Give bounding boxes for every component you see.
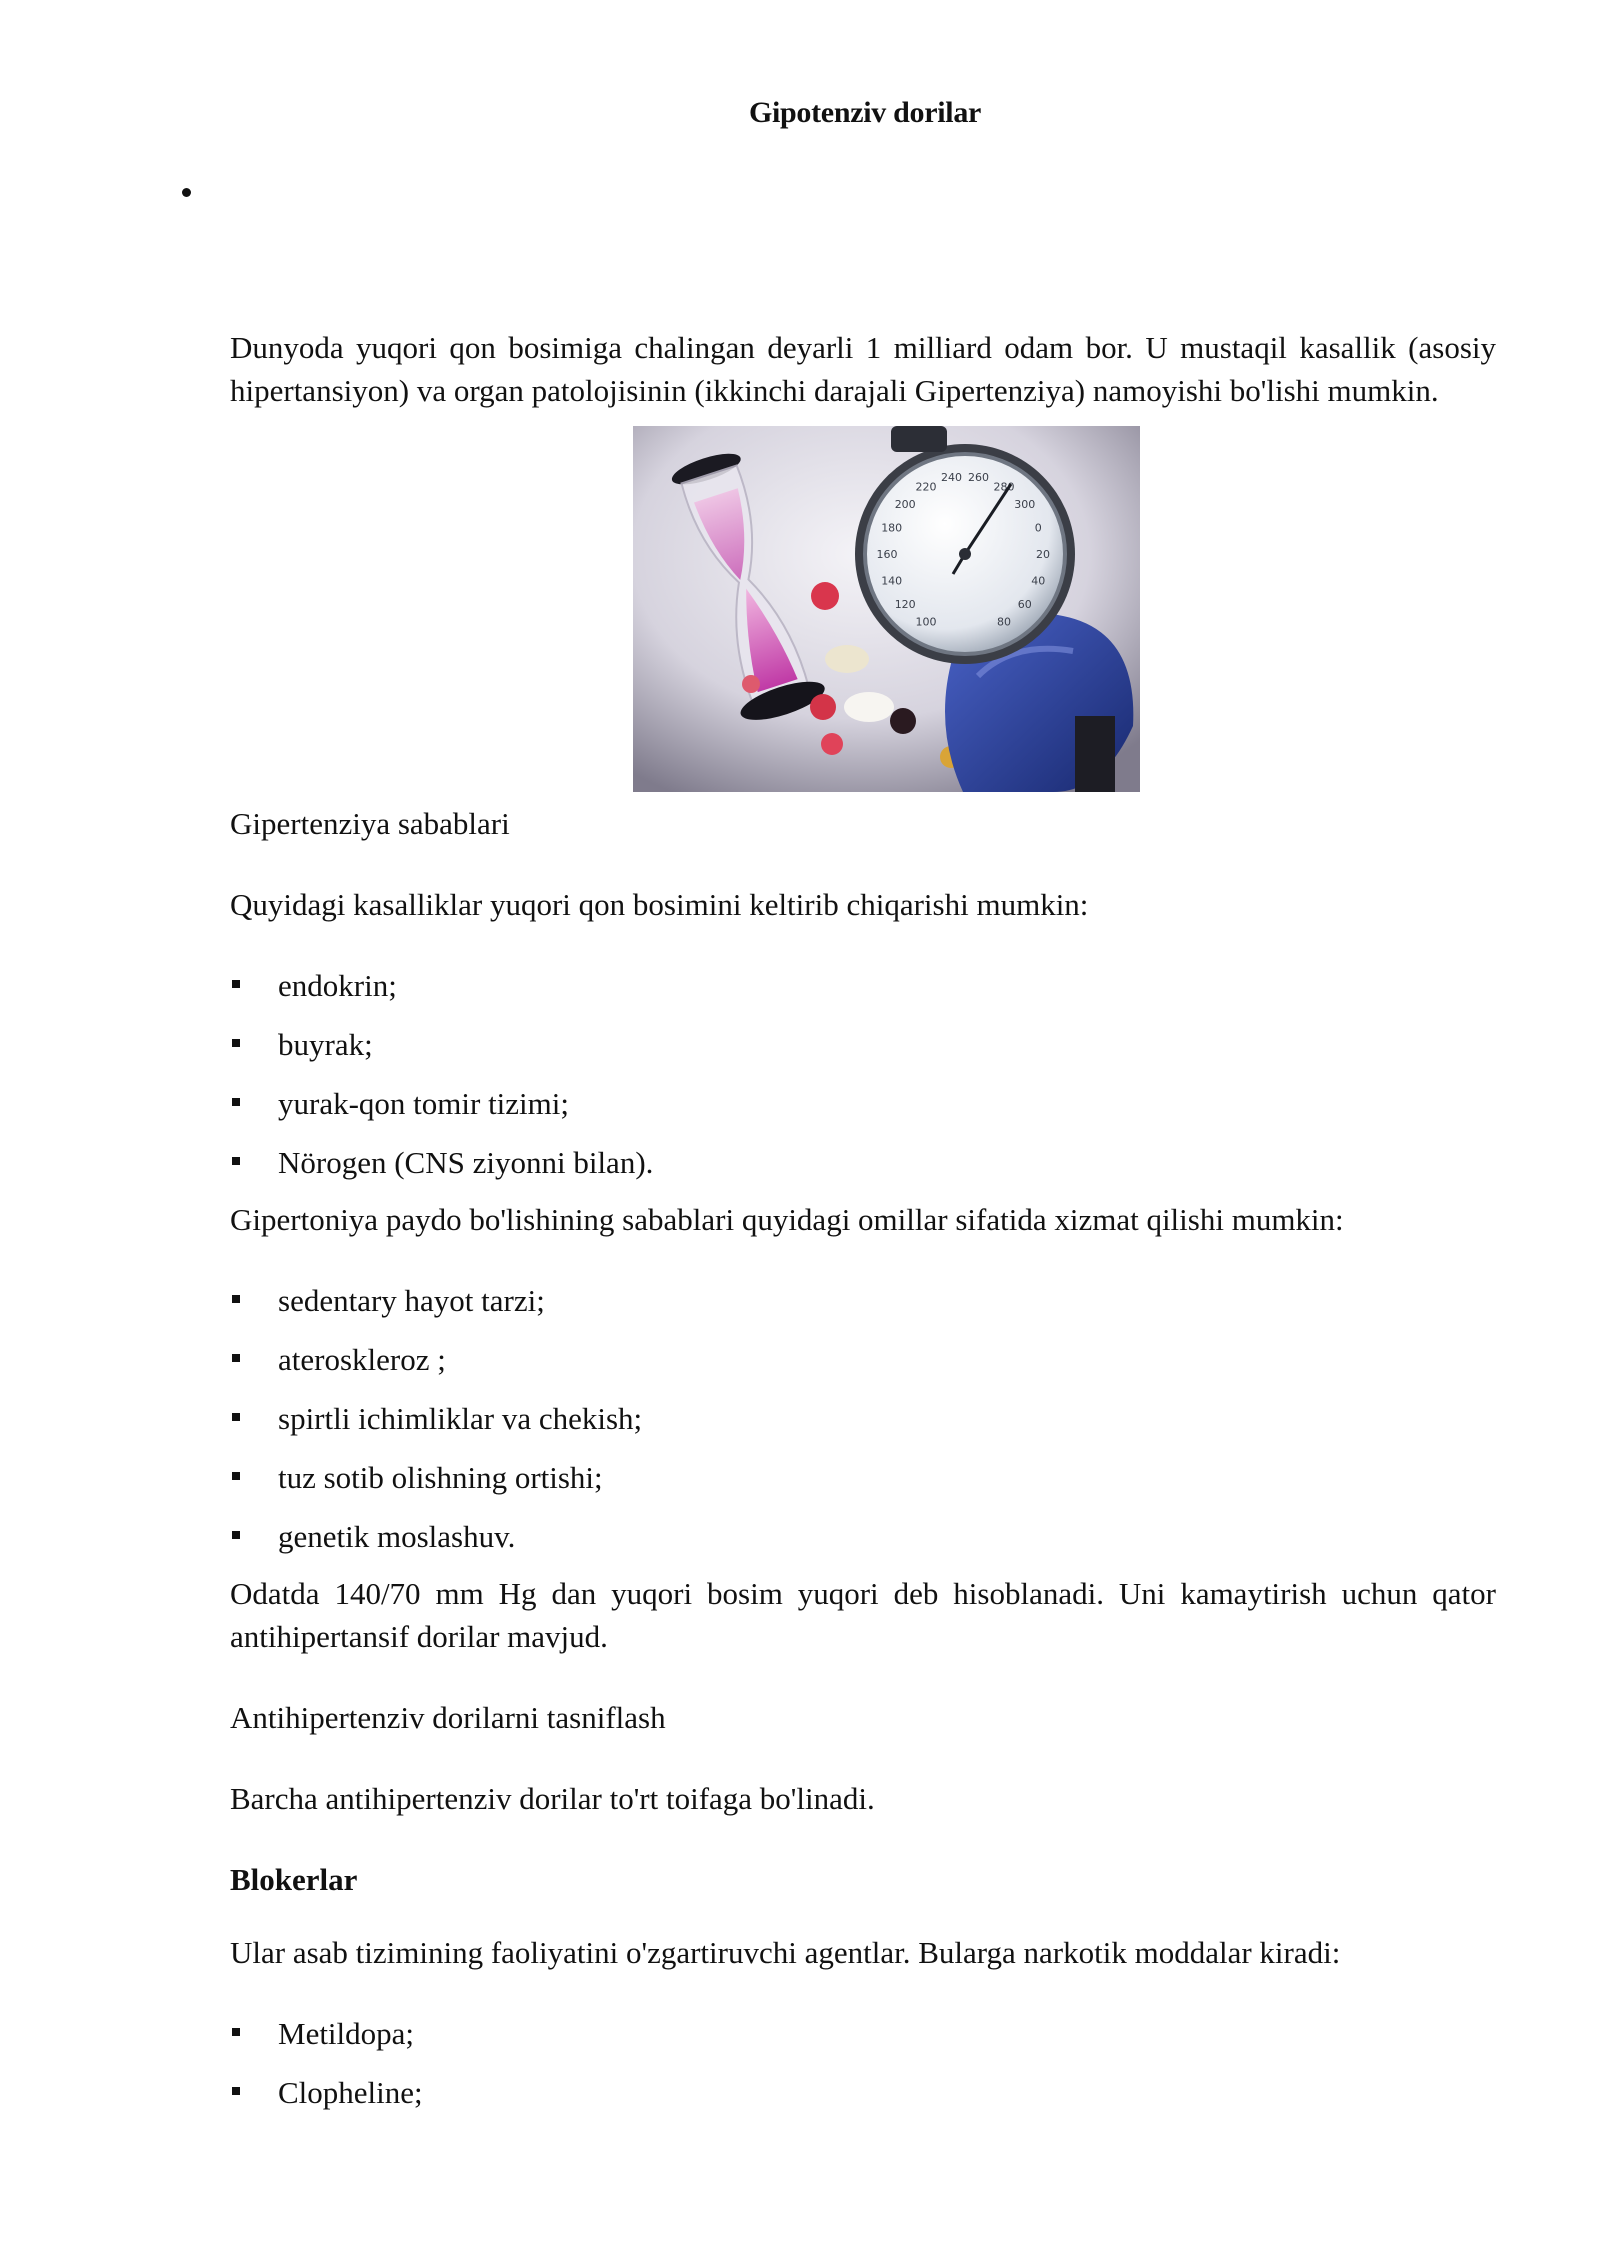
causes-intro: Quyidagi kasalliklar yuqori qon bosimini keltirib chiqarishi mumkin: — [230, 887, 1089, 922]
gauge-tick-label: 120 — [894, 598, 916, 612]
gauge-tick-label: 180 — [880, 521, 902, 535]
square-bullet — [232, 980, 240, 988]
classification-heading: Antihipertenziv dorilarni tasniflash — [230, 1700, 666, 1735]
gauge-tick-label: 220 — [915, 480, 936, 494]
gauge-tick-label: 60 — [1017, 598, 1032, 612]
pressure-paragraph: Odatda 140/70 mm Hg dan yuqori bosim yuqori deb hisoblanadi. Uni kamaytirish uchun qator antihipertansif dorilar mavjud. — [230, 1576, 1496, 1654]
list-item — [230, 1141, 1496, 1184]
list-item-text: tuz sotib olishning ortishi; — [278, 1460, 603, 1495]
square-bullet — [232, 1413, 240, 1421]
gauge-tick-label: 0 — [1034, 521, 1042, 535]
list-item-text: Nörogen (CNS ziyonni bilan). — [278, 1145, 654, 1180]
gauge-tick-label: 280 — [993, 480, 1014, 494]
list-item — [230, 2012, 1496, 2055]
blockers-heading: Blokerlar — [230, 1862, 358, 1897]
list-item — [230, 1082, 1496, 1125]
list-item — [230, 1397, 1496, 1440]
document-body — [230, 326, 1496, 2114]
intro-paragraph: Dunyoda yuqori qon bosimiga chalingan deyarli 1 milliard odam bor. U mustaqil kasallik (asosiy hipertansiyon) va organ patolojisinin (ikkinchi darajali Gipertenziya) namoyishi bo'lishi mumkin. — [230, 330, 1496, 408]
list-item — [230, 1515, 1496, 1558]
list-item — [230, 1023, 1496, 1066]
gauge-tick-label: 240 — [940, 471, 962, 485]
document-title: Gipotenziv dorilar — [748, 96, 982, 129]
list-item-text: ateroskleroz ; — [278, 1342, 446, 1377]
list-item-text: spirtli ichimliklar va chekish; — [278, 1401, 643, 1436]
gauge-tick-label: 20 — [1035, 548, 1050, 561]
classification-text: Barcha antihipertenziv dorilar to'rt toifaga bo'linadi. — [230, 1781, 875, 1816]
list-item-text: buyrak; — [278, 1027, 373, 1062]
gauge-tick-label: 100 — [915, 615, 936, 629]
list-item-text: genetik moslashuv. — [278, 1519, 516, 1554]
diseases-list — [230, 964, 1496, 1184]
gauge-tick-label: 160 — [876, 548, 897, 561]
square-bullet — [232, 2028, 240, 2036]
list-item — [230, 1456, 1496, 1499]
list-item-text: sedentary hayot tarzi; — [278, 1283, 545, 1318]
gauge-tick-label: 200 — [894, 497, 916, 511]
factors-list — [230, 1279, 1496, 1558]
gauge-tick-label: 80 — [996, 615, 1011, 629]
factors-intro: Gipertoniya paydo bo'lishining sabablari quyidagi omillar sifatida xizmat qilishi mumkin: — [230, 1202, 1344, 1237]
gauge-tick-label: 260 — [967, 471, 989, 485]
empty-bullet — [182, 188, 191, 197]
square-bullet — [232, 1472, 240, 1480]
square-bullet — [232, 1531, 240, 1539]
square-bullet — [232, 1157, 240, 1165]
blood-pressure-photo — [633, 426, 1140, 792]
list-item — [230, 964, 1496, 1007]
gauge-tick-label: 40 — [1030, 574, 1045, 588]
list-item-text: endokrin; — [278, 968, 397, 1003]
gauge-tick-label: 140 — [880, 574, 902, 588]
list-item — [230, 2071, 1496, 2114]
square-bullet — [232, 1098, 240, 1106]
list-item-text: Metildopa; — [278, 2016, 415, 2051]
list-item-text: Clopheline; — [278, 2075, 423, 2110]
list-item — [230, 1279, 1496, 1322]
square-bullet — [232, 2087, 240, 2095]
gauge-tick-label: 300 — [1013, 497, 1035, 511]
blockers-text: Ular asab tizimining faoliyatini o'zgartiruvchi agentlar. Bularga narkotik moddalar kiradi: — [230, 1935, 1341, 1970]
square-bullet — [232, 1354, 240, 1362]
list-item-text: yurak-qon tomir tizimi; — [278, 1086, 570, 1121]
square-bullet — [232, 1295, 240, 1303]
drugs-list — [230, 2012, 1496, 2114]
square-bullet — [232, 1039, 240, 1047]
causes-heading: Gipertenziya sabablari — [230, 806, 510, 841]
list-item — [230, 1338, 1496, 1381]
image-container — [230, 426, 1496, 792]
